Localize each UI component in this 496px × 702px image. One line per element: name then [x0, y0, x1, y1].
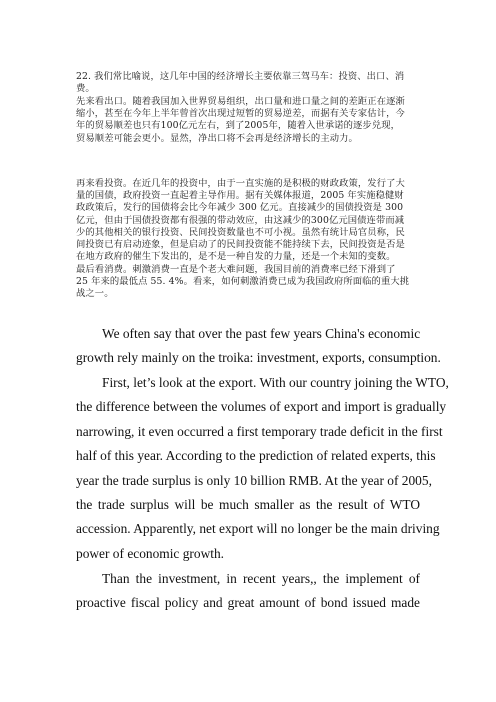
en-line: Than the investment, in recent years,, the implement of	[102, 571, 420, 586]
zh-line: 先来看出口。随着我国加入世界贸易组织，出口量和进口量之间的差距正在逐渐	[76, 96, 405, 107]
en-paragraph-export	[76, 371, 449, 566]
en-paragraph-intro	[76, 322, 441, 371]
zh-question-line: 费。	[76, 83, 95, 95]
zh-line: 政政策后，发行的国债将会比今年减少 300 亿元。直接减少的国债投资是 300	[76, 202, 404, 214]
en-line: proactive fiscal policy and great amount of bond issued made	[76, 595, 420, 611]
en-line: the difference between the volumes of export and import is gradually	[76, 399, 447, 415]
zh-question	[76, 71, 420, 95]
en-line: First, let’s look at the export. With our country joining the WTO,	[102, 375, 449, 390]
zh-line: 间投资已有启动迹象，但是启动了的民间投资能不能持续下去，民间投资是否是	[76, 239, 405, 251]
en-line: accession. Apparently, net export will no longer be the main driving	[76, 521, 440, 537]
zh-line: 年的贸易顺差也只有100亿元左右，到了2005年，随着入世承诺的逐步兑现，	[76, 120, 401, 132]
zh-paragraph-investment	[76, 178, 420, 263]
zh-line: 量的国债，政府投资一直起着主导作用。据有关媒体报道，2005 年实施稳健财	[76, 190, 404, 202]
en-line: the trade surplus will be much smaller as the result of WTO	[76, 497, 420, 513]
en-line: half of this year. According to the prediction of related experts, this	[76, 448, 436, 464]
en-line: growth rely mainly on the troika: investment, exports, consumption.	[76, 350, 441, 366]
en-line: year the trade surplus is only 10 billion RMB. At the year of 2005,	[76, 472, 432, 488]
zh-line: 在地方政府的催生下发出的，是不是一种自发的力量，还是一个未知的变数。	[76, 251, 396, 263]
zh-question-line: 22. 我们常比喻说，这几年中国的经济增长主要依靠三驾马车：投资、出口、消	[76, 71, 405, 82]
zh-line: 贸易顺差可能会更小。显然，净出口将不会再是经济增长的主动力。	[76, 132, 358, 144]
zh-line: 再来看投资。在近几年的投资中，由于一直实施的是积极的财政政策，发行了大	[76, 178, 405, 189]
zh-line: 亿元，但由于国债投资都有很强的带动效应，由这减少的300亿元国债连带而减	[76, 214, 405, 226]
zh-paragraph-consumption	[76, 264, 420, 301]
zh-line: 缩小，甚至在今年上半年曾首次出现过短暂的贸易逆差，而据有关专家估计，今	[76, 108, 405, 120]
en-line: narrowing, it even occurred a first temporary trade deficit in the first	[76, 423, 443, 439]
zh-line: 少的其他相关的银行投资、民间投资数量也不可小视。虽然有统计局官员称，民	[76, 226, 405, 238]
zh-line: 战之一。	[76, 288, 114, 300]
en-line: power of economic growth.	[76, 545, 224, 561]
zh-line: 25 年来的最低点 55. 4%。看来，如何刺激消费已成为我国政府所面临的重大挑	[76, 276, 410, 288]
en-line: We often say that over the past few years China's economic	[102, 326, 421, 341]
zh-line: 最后看消费。刺激消费一直是个老大难问题，我国目前的消费率已经下滑到了	[76, 264, 396, 275]
zh-paragraph-export	[76, 96, 420, 145]
en-paragraph-investment	[76, 567, 420, 616]
